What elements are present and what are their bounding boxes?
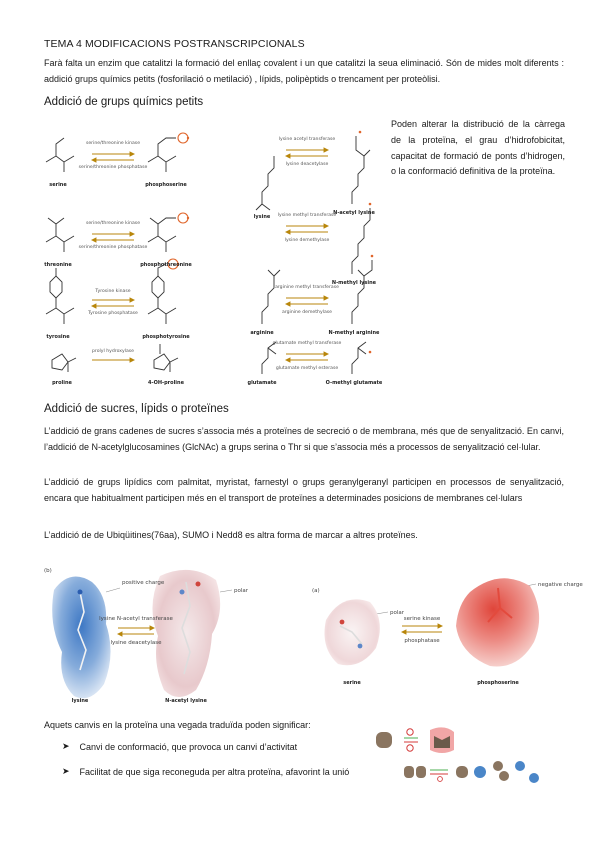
enzyme-label: Tyrosine phosphatase	[88, 311, 138, 316]
modification-figure	[40, 114, 382, 390]
molecule-name: 4-OH-proline	[148, 380, 184, 386]
ubiquitin-paragraph: L’addició de de Ubiqüitines(76aa), SUMO i Nedd8 es altra forma de marcar a altres proteïnes.	[44, 530, 418, 540]
charge-label: negative charge	[538, 582, 583, 588]
section-heading-small-groups: Addició de grups químics petits	[44, 96, 204, 108]
molecule-name: serine	[343, 680, 361, 686]
panel-tag: (a)	[312, 588, 320, 594]
enzyme-label: Tyrosine kinase	[95, 289, 131, 294]
bullet-item	[62, 741, 297, 752]
charge-distribution-note: Poden alterar la distribució de la càrrega de la proteïna, el grau d’hidrofobicitat, capacitat de formació de ponts d’hidrogen, o la conformació definitiva de la proteïna.	[391, 119, 565, 177]
page-title: TEMA 4 MODIFICACIONS POSTRANSCRIPCIONALS	[44, 38, 305, 50]
enzyme-label: serine/threonine kinase	[85, 141, 141, 146]
enzyme-label: arginine demethylase	[282, 310, 332, 315]
bullet-item	[62, 766, 349, 777]
enzyme-label: arginine methyl transferase	[275, 285, 339, 290]
panel-tag: (b)	[44, 568, 52, 574]
section-heading-sugars-lipids: Addició de sucres, lípids o proteïnes	[44, 403, 229, 415]
molecule-name: N-acetyl lysine	[333, 210, 375, 216]
enzyme-label: serine/threonine phosphatase	[78, 165, 148, 170]
molecule-name: N-acetyl lysine	[165, 698, 207, 704]
molecule-name: proline	[52, 380, 72, 386]
bullet-arrow-icon: ➤	[62, 741, 70, 751]
polar-label: polar	[390, 610, 405, 616]
enzyme-label: glutamate methyl esterase	[275, 366, 339, 371]
enzyme-label: prolyl hydroxylase	[92, 349, 134, 354]
enzyme-label: serine/threonine phosphatase	[78, 245, 148, 250]
molecule-name: threonine	[44, 262, 72, 268]
enzyme-label: phosphatase	[404, 638, 440, 644]
molecule-name: phosphotyrosine	[142, 334, 190, 340]
molecule-name: lysine	[253, 214, 271, 220]
charge-label: positive charge	[122, 580, 165, 586]
molecule-name: glutamate	[247, 380, 277, 386]
molecule-name: arginine	[250, 330, 274, 336]
conformation-change-icon	[372, 724, 460, 756]
bullet-text: Canvi de conformació, que provoca un canvi d’activitat	[79, 741, 298, 752]
enzyme-label: serine kinase	[403, 616, 441, 622]
surface-charge-figure	[40, 562, 583, 708]
changes-intro: Aquets canvis en la proteïna una vegada traduïda poden significar:	[44, 720, 311, 730]
enzyme-label: lysine deacetylase	[110, 640, 162, 646]
molecule-name: phosphoserine	[145, 182, 187, 188]
enzyme-label: lysine acetyl transferase	[278, 137, 336, 142]
molecule-name: phosphoserine	[477, 680, 519, 686]
enzyme-label: lysine methyl transferase	[277, 213, 337, 218]
enzyme-label: lysine deacetylase	[285, 162, 329, 167]
protein-binding-icon	[400, 760, 550, 784]
bullet-text: Facilitat de que siga reconeguda per altra proteïna, afavorint la unió	[79, 766, 350, 777]
enzyme-label: glutamate methyl transferase	[272, 341, 342, 346]
sugars-paragraph: L’addició de grans cadenes de sucres s’associa més a proteïnes de secreció o de membrana, més que de senyalització. En canvi, l’addició de N-acetylglucosamines (GlcNAc) a grups serina o Thr si que s’associa més a processos de senyalització cel·lular.	[44, 426, 564, 452]
polar-label: polar	[234, 588, 249, 594]
enzyme-label: lysine demethylase	[284, 238, 330, 243]
enzyme-label: lysine N-acetyl transferase	[99, 616, 173, 622]
molecule-name: O-methyl glutamate	[325, 380, 383, 386]
molecule-name: lysine	[71, 698, 89, 704]
molecule-name: N-methyl arginine	[328, 330, 380, 336]
enzyme-label: serine/threonine kinase	[85, 221, 141, 226]
molecule-name: serine	[49, 182, 67, 188]
lipids-paragraph: L’addició de grups lipídics com palmitat, myristat, farnestyl o grups geranylgeranyl participen en processos de senyalització, encara que habitualment participen més en el transport de proteïnes a determinades posicions de membranes cel·lulars	[44, 477, 564, 503]
intro-paragraph: Farà falta un enzim que catalitzi la formació del enllaç covalent i un que catalitzi la seua eliminació. Són de mides molt diferents : addició grups químics petits (fosforilació o metilació) , lípids, polipèptids o trencament per proteòlisi.	[44, 58, 564, 84]
molecule-name: tyrosine	[46, 334, 70, 340]
molecule-name: phosphothreonine	[140, 262, 192, 268]
molecule-name: N-methyl lysine	[331, 280, 377, 286]
bullet-arrow-icon: ➤	[62, 766, 70, 776]
